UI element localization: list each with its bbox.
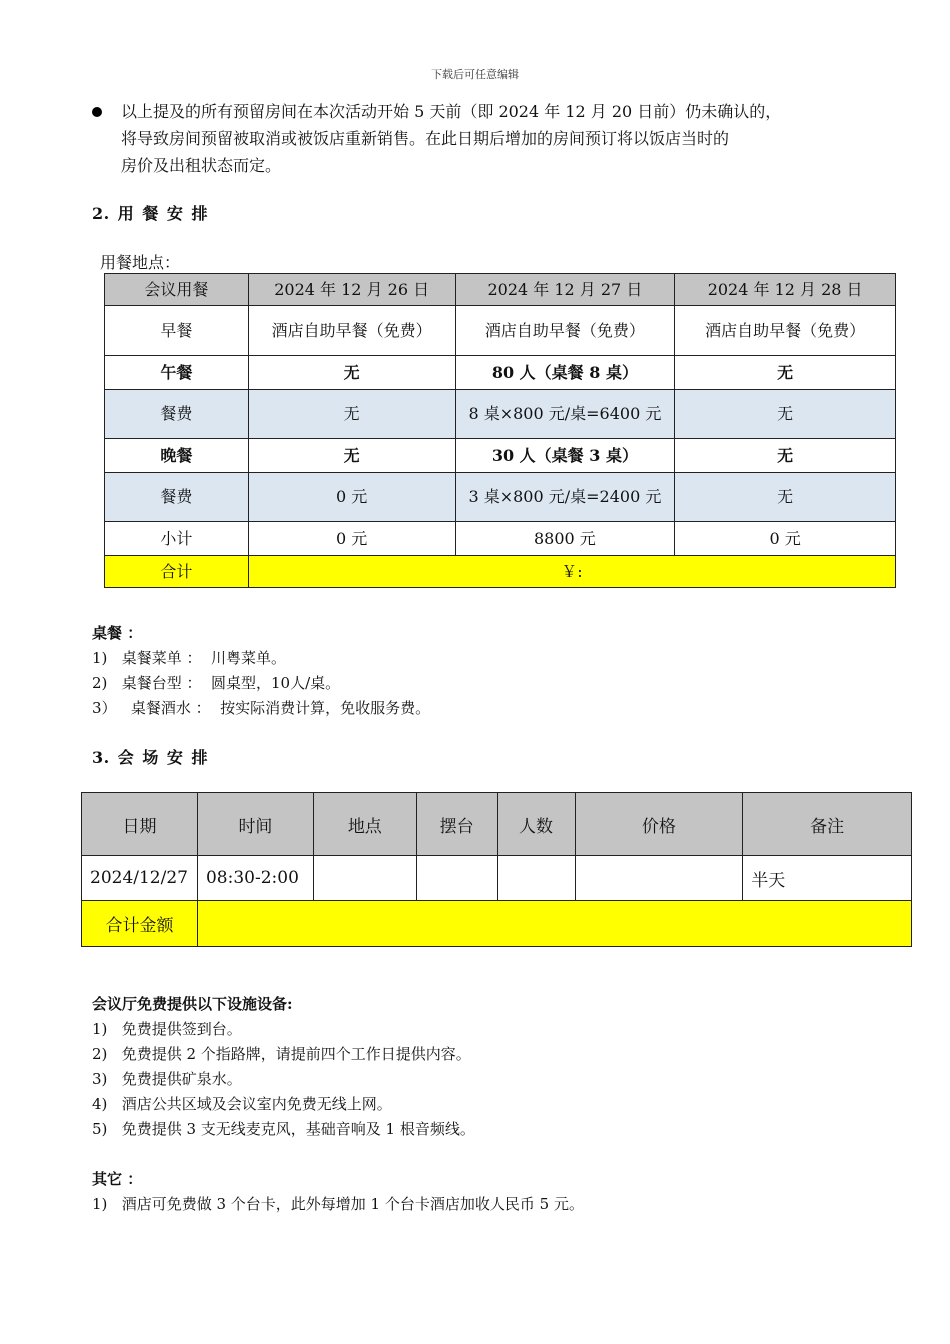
total-label: 合计金额	[82, 901, 198, 947]
header-note: 下载后可任意编辑	[431, 68, 519, 81]
header-cell: 2024 年 12 月 26 日	[248, 274, 455, 306]
table-cell: 酒店自助早餐（免费）	[455, 306, 675, 356]
table-cell: 0 元	[248, 522, 455, 556]
table-row	[105, 306, 896, 356]
list-item: 5) 免费提供 3 支无线麦克风，基础音响及 1 根音频线。	[92, 1120, 475, 1138]
table-cell: 30 人（桌餐 3 桌）	[455, 439, 675, 473]
list-item: 2) 免费提供 2 个指路牌，请提前四个工作日提供内容。	[92, 1045, 471, 1063]
header-cell: 2024 年 12 月 28 日	[675, 274, 896, 306]
list-item: 1) 桌餐菜单 ： 川粤菜单。	[92, 649, 287, 667]
table-cell: 8800 元	[455, 522, 675, 556]
table-cell: 无	[248, 356, 455, 390]
table-cell: 餐费	[105, 390, 249, 439]
header-cell: 日期	[82, 793, 198, 856]
table-cell: 无	[675, 439, 896, 473]
table-cell: 无	[675, 473, 896, 522]
others-title: 其它 ：	[92, 1170, 143, 1188]
table-cell: 3 桌×800 元/桌=2400 元	[455, 473, 675, 522]
table-cell: 晚餐	[105, 439, 249, 473]
table-cell: 8 桌×800 元/桌=6400 元	[455, 390, 675, 439]
table-header-row	[82, 793, 912, 856]
table-cell: 2024/12/27	[82, 856, 198, 901]
table-cell: 80 人（桌餐 8 桌）	[455, 356, 675, 390]
table-row	[105, 356, 896, 390]
list-item: 2) 桌餐台型 ： 圆桌型，10人/桌。	[92, 674, 341, 692]
table-row	[82, 856, 912, 901]
facilities-list	[92, 992, 475, 1142]
notice-line: 房价及出租状态而定。	[121, 156, 282, 175]
list-item: 3） 桌餐酒水 ： 按实际消费计算，免收服务费。	[92, 699, 431, 717]
table-cell: 0 元	[248, 473, 455, 522]
header-cell: 备注	[743, 793, 912, 856]
header-cell: 时间	[197, 793, 313, 856]
facilities-title: 会议厅免费提供以下设施设备:	[92, 995, 293, 1013]
total-label: 合计	[105, 556, 249, 588]
dining-table	[104, 273, 896, 588]
table-cell	[416, 856, 497, 901]
table-cell: 餐费	[105, 473, 249, 522]
total-row	[82, 901, 912, 947]
notice-line: 以上提及的所有预留房间在本次活动开始 5 天前（即 2024 年 12 月 20 日前）仍未确认的，	[121, 102, 782, 121]
total-row	[105, 556, 896, 588]
table-cell: 无	[248, 390, 455, 439]
table-cell	[313, 856, 416, 901]
table-meal-title: 桌餐 ：	[92, 624, 143, 642]
table-cell: 无	[675, 390, 896, 439]
others-list	[92, 1167, 584, 1217]
table-cell: 小计	[105, 522, 249, 556]
table-cell: 0 元	[675, 522, 896, 556]
section-heading-dining: 2. 用 餐 安 排	[92, 204, 208, 223]
table-cell: 08:30-2:00	[197, 856, 313, 901]
table-cell: 无	[675, 356, 896, 390]
list-item: 3) 免费提供矿泉水。	[92, 1070, 242, 1088]
table-row	[105, 473, 896, 522]
header-cell: 会议用餐	[105, 274, 249, 306]
table-cell: 早餐	[105, 306, 249, 356]
header-cell: 地点	[313, 793, 416, 856]
header-cell: 人数	[497, 793, 575, 856]
total-value: ￥:	[248, 556, 895, 588]
table-row	[105, 390, 896, 439]
reservation-notice	[92, 98, 882, 179]
header-cell: 2024 年 12 月 27 日	[455, 274, 675, 306]
bullet-icon	[92, 107, 102, 117]
table-cell	[497, 856, 575, 901]
table-cell: 酒店自助早餐（免费）	[248, 306, 455, 356]
notice-line: 将导致房间预留被取消或被饭店重新销售。在此日期后增加的房间预订将以饭店当时的	[121, 129, 730, 148]
header-cell: 价格	[575, 793, 743, 856]
table-meal-notes	[92, 621, 430, 721]
list-item: 4) 酒店公共区域及会议室内免费无线上网。	[92, 1095, 392, 1113]
list-item: 1) 酒店可免费做 3 个台卡，此外每增加 1 个台卡酒店加收人民币 5 元。	[92, 1195, 584, 1213]
venue-table	[81, 792, 912, 947]
table-row	[105, 522, 896, 556]
list-item: 1) 免费提供签到台。	[92, 1020, 242, 1038]
table-cell: 半天	[743, 856, 912, 901]
dining-location-caption: 用餐地点：	[100, 253, 181, 272]
section-heading-venue: 3. 会 场 安 排	[92, 748, 208, 767]
header-cell: 摆台	[416, 793, 497, 856]
total-value	[197, 901, 911, 947]
table-cell: 酒店自助早餐（免费）	[675, 306, 896, 356]
table-cell: 午餐	[105, 356, 249, 390]
table-header-row	[105, 274, 896, 306]
table-row	[105, 439, 896, 473]
table-cell	[575, 856, 743, 901]
table-cell: 无	[248, 439, 455, 473]
